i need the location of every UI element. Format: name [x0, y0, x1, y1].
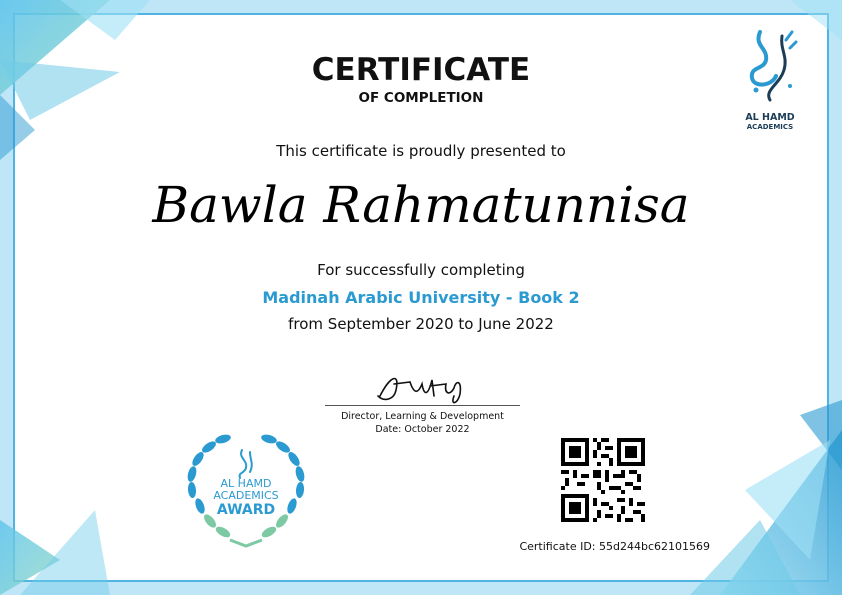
course-period: from September 2020 to June 2022: [288, 315, 554, 333]
signatory-title: Director, Learning & Development: [341, 411, 504, 422]
certificate-id: Certificate ID: 55d244bc62101569: [519, 540, 710, 553]
certificate-subtitle: OF COMPLETION: [358, 90, 484, 106]
signature-line: [325, 405, 520, 406]
signature-icon: [370, 366, 480, 406]
logo-name: AL HAMD: [745, 112, 795, 123]
completing-text: For successfully completing: [317, 261, 525, 279]
award-badge: [178, 428, 314, 554]
award-line-2: ACADEMICS: [213, 489, 279, 502]
award-line-1: AL HAMD: [220, 477, 272, 490]
course-name: Madinah Arabic University - Book 2: [262, 288, 580, 307]
logo-subtitle: ACADEMICS: [746, 123, 794, 131]
qr-code-icon: [561, 438, 645, 522]
award-line-3: AWARD: [216, 502, 276, 518]
signature-date: Date: October 2022: [375, 424, 470, 435]
presented-text: This certificate is proudly presented to: [276, 142, 566, 160]
certificate-title: CERTIFICATE: [311, 52, 531, 88]
recipient-name: Bawla Rahmatunnisa: [152, 176, 690, 234]
